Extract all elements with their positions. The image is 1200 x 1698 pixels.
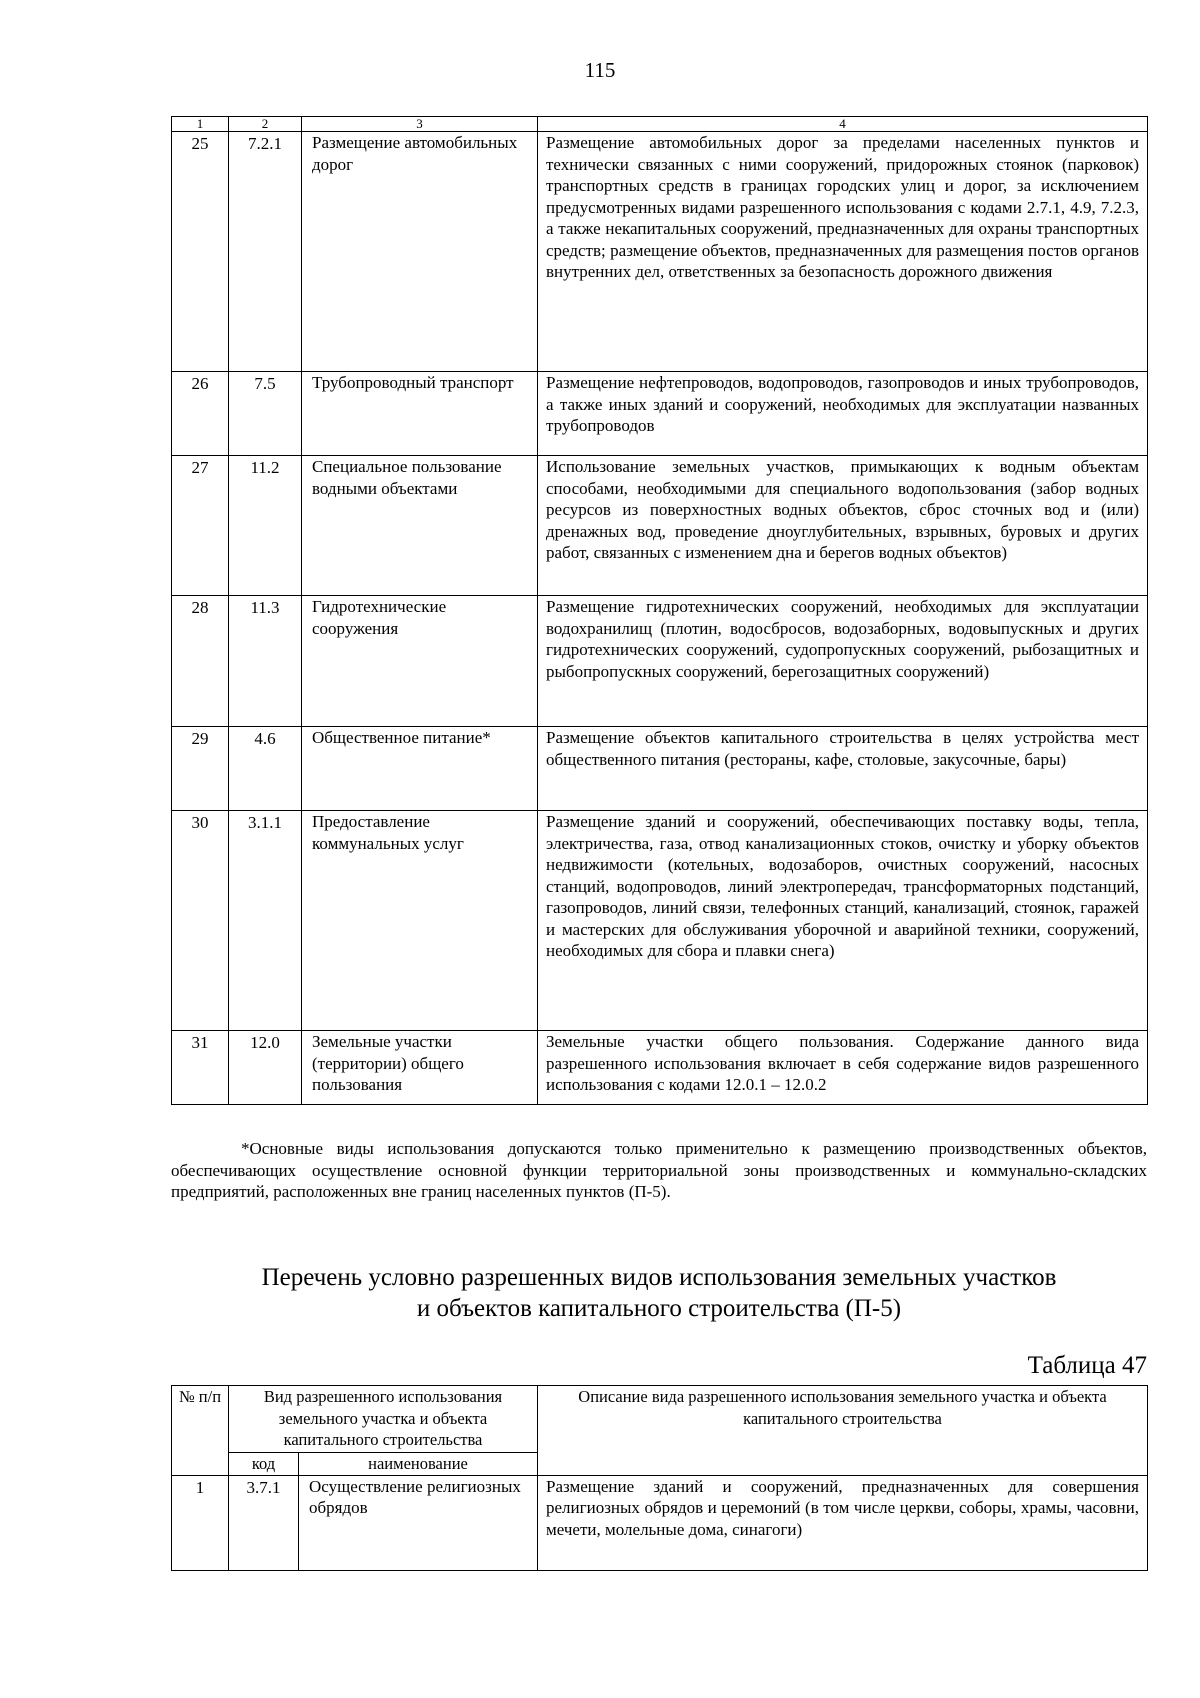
- row-number: 25: [172, 132, 229, 372]
- use-code: 4.6: [229, 727, 302, 811]
- row-number: 26: [172, 372, 229, 456]
- use-description: Земельные участки общего пользования. Содержание данного вида разрешенного использования включает в себя содержание видов разрешенного использования с кодами 12.0.1 – 12.0.2: [538, 1031, 1148, 1105]
- table-row: [172, 727, 1148, 811]
- row-number: 29: [172, 727, 229, 811]
- table-row: [172, 372, 1148, 456]
- section-title-line: Перечень условно разрешенных видов использования земельных участков: [261, 1264, 1057, 1291]
- footnote: *Основные виды использования допускаются только применительно к размещению производственных объектов, обеспечивающих осуществление основной функции территориальной зоны производственных и коммунально-складских предприятий, расположенных вне границ населенных пунктов (П-5).: [171, 1139, 1147, 1201]
- use-name: Гидротехнические сооружения: [302, 596, 538, 727]
- land-use-table-continued: [171, 116, 1148, 1105]
- use-description: Размещение нефтепроводов, водопроводов, газопроводов и иных трубопроводов, а также иных зданий и сооружений, необходимых для эксплуатации названных трубопроводов: [538, 372, 1148, 456]
- column-number: 2: [229, 117, 302, 132]
- section-title: [171, 1262, 1147, 1324]
- use-description: Использование земельных участков, примыкающих к водным объектам способами, необходимыми для специального водопользования (забор водных ресурсов из поверхностных водных объектов, сброс сточных вод и (или) дренажных вод, проведение дноуглубительных, взрывных, буровых и других работ, связанных с изменением дна и берегов водных объектов): [538, 456, 1148, 596]
- use-description: Размещение зданий и сооружений, предназначенных для совершения религиозных обрядов и церемоний (в том числе церкви, соборы, храмы, часовни, мечети, молельные дома, синагоги): [538, 1475, 1148, 1570]
- page-number: 115: [584, 58, 616, 82]
- use-name: Общественное питание*: [302, 727, 538, 811]
- use-name: Осуществление религиозных обрядов: [299, 1475, 538, 1570]
- use-name: Трубопроводный транспорт: [302, 372, 538, 456]
- header-number: № п/п: [172, 1386, 229, 1476]
- header-code: код: [229, 1453, 299, 1476]
- use-code: 7.5: [229, 372, 302, 456]
- use-name: Земельные участки (территории) общего пользования: [302, 1031, 538, 1105]
- header-description: Описание вида разрешенного использования земельного участка и объекта капитального строительства: [538, 1386, 1148, 1476]
- use-code: 11.2: [229, 456, 302, 596]
- column-number: 3: [302, 117, 538, 132]
- use-description: Размещение объектов капитального строительства в целях устройства мест общественного питания (рестораны, кафе, столовые, закусочные, бары): [538, 727, 1148, 811]
- header-name: наименование: [299, 1453, 538, 1476]
- conditional-use-table: [171, 1385, 1148, 1571]
- row-number: 31: [172, 1031, 229, 1105]
- use-description: Размещение автомобильных дорог за пределами населенных пунктов и технически связанных с ними сооружений, придорожных стоянок (парковок) транспортных средств в границах городских улиц и дорог, за исключением предусмотренных видами разрешенного использования с кодами 2.7.1, 4.9, 7.2.3, а также некапитальных сооружений, предназначенных для охраны транспортных средств; размещение объектов, предназначенных для размещения постов органов внутренних дел, ответственных за безопасность дорожного движения: [538, 132, 1148, 372]
- column-number: 4: [538, 117, 1148, 132]
- table-row: [172, 811, 1148, 1031]
- table-label: Таблица 47: [1027, 1352, 1147, 1379]
- column-number-row: [172, 117, 1148, 132]
- table-row: [172, 1475, 1148, 1570]
- header-row: [172, 1386, 1148, 1453]
- section-title-line: и объектов капитального строительства (П-5): [416, 1295, 902, 1322]
- column-number: 1: [172, 117, 229, 132]
- table-row: [172, 456, 1148, 596]
- use-name: Размещение автомобильных дорог: [302, 132, 538, 372]
- use-code: 3.7.1: [229, 1475, 299, 1570]
- use-code: 7.2.1: [229, 132, 302, 372]
- row-number: 30: [172, 811, 229, 1031]
- use-code: 12.0: [229, 1031, 302, 1105]
- row-number: 28: [172, 596, 229, 727]
- row-number: 1: [172, 1475, 229, 1570]
- use-code: 11.3: [229, 596, 302, 727]
- use-description: Размещение зданий и сооружений, обеспечивающих поставку воды, тепла, электричества, газа, отвод канализационных стоков, очистку и уборку объектов недвижимости (котельных, водозаборов, очистных сооружений, насосных станций, водопроводов, линий электропередач, трансформаторных подстанций, газопроводов, линий связи, телефонных станций, канализаций, стоянок, гаражей и мастерских для обслуживания уборочной и аварийной техники, сооружений, необходимых для сбора и плавки снега): [538, 811, 1148, 1031]
- table-row: [172, 596, 1148, 727]
- table-row: [172, 1031, 1148, 1105]
- use-name: Предоставление коммунальных услуг: [302, 811, 538, 1031]
- table-row: [172, 132, 1148, 372]
- header-kind: Вид разрешенного использования земельного участка и объекта капитального строительства: [229, 1386, 538, 1453]
- use-name: Специальное пользование водными объектами: [302, 456, 538, 596]
- row-number: 27: [172, 456, 229, 596]
- use-description: Размещение гидротехнических сооружений, необходимых для эксплуатации водохранилищ (плотин, водосбросов, водозаборных, водовыпускных и других гидротехнических сооружений, судопропускных сооружений, рыбозащитных и рыбопропускных сооружений, берегозащитных сооружений): [538, 596, 1148, 727]
- use-code: 3.1.1: [229, 811, 302, 1031]
